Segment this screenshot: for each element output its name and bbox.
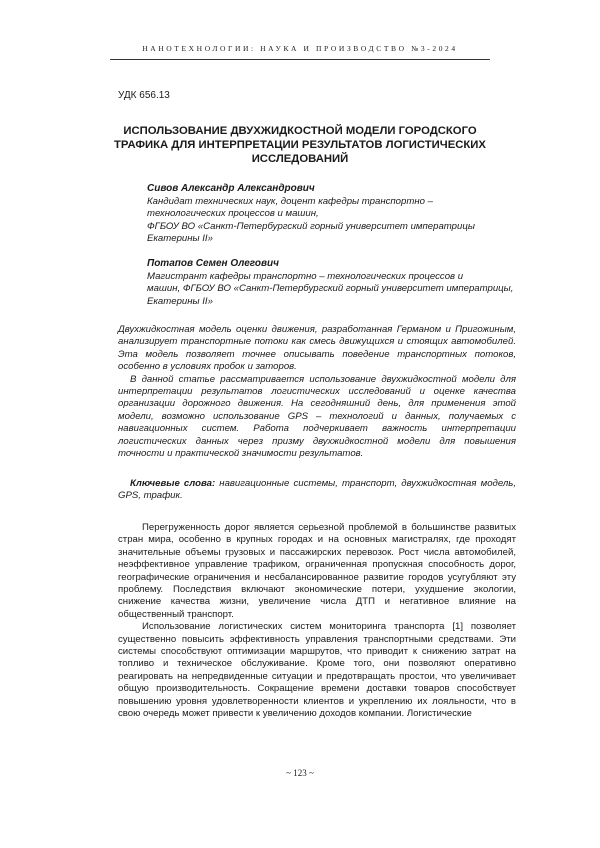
body-paragraph: Использование логистических систем мониторинга транспорта [1] позволяет существенно повысить эффективность управления транспортными средствами. Эти системы способствуют оптимизации маршрутов, что приводит к снижению затрат на топливо и техническое обслуживание. Кроме того, они позволяют оперативно реагировать на непредвиденные ситуации и предотвращать простои, что увеличивает общую производительность. Сокращение времени доставки товаров способствует повышению уровня удовлетворенности клиентов и укреплению их лояльности, что в свою очередь может привести к увеличению доходов компании. Логистические [118,621,516,720]
affiliation-line: Магистрант кафедры транспортно – технологических процессов и [147,271,464,282]
article-body [118,522,516,721]
author-affiliation-1 [147,196,477,246]
journal-running-header: НАНОТЕХНОЛОГИИ: НАУКА И ПРОИЗВОДСТВО №3-2024 [142,44,458,53]
affiliation-line: ФГБОУ ВО «Санкт-Петербургский горный университет императрицы [147,220,475,232]
keywords [118,478,516,503]
affiliation-line: Кандидат технических наук, доцент кафедры транспортно – [147,196,433,207]
page-number: ~ 123 ~ [286,768,314,778]
affiliation-line: Екатерины II» [147,295,213,307]
keywords-text: навигационные системы, транспорт, двухжидкостная модель, GPS, трафик. [118,478,516,502]
keywords-label: Ключевые слова: [130,478,216,489]
abstract-paragraph: Двухжидкостная модель оценки движения, разработанная Германом и Пригожиным, анализирует транспортные потоки как смесь движущихся и стоящих автомобилей. Эта модель позволяет точнее описывать поведение транспортных потоков, особенно в условиях пробок и заторов. [118,324,516,373]
affiliation-line: Екатерины II» [147,233,213,245]
header-rule [110,59,490,60]
affiliation-line: машин, ФГБОУ ВО «Санкт-Петербургский горный университет императрицы, [147,283,514,295]
author-name-1: Сивов Александр Александрович [147,183,315,194]
affiliation-line: технологических процессов и машин, [147,208,319,220]
author-name-2: Потапов Семен Олегович [147,258,279,269]
abstract-paragraph: В данной статье рассматривается использование двухжидкостной модели для интерпретации результатов логистических исследований и оценке качества организации дорожного движения. На сегодняшний день, для применения этой модели, возможно использование GPS – технологий и данных, получаемых с навигационных систем. Работа подчеркивает важность интерпретации логистических данных через призму двухжидкостной модели для повышения точности и практической значимости результатов. [118,373,516,460]
udk-code: УДК 656.13 [118,90,170,101]
article-title: ИСПОЛЬЗОВАНИЕ ДВУХЖИДКОСТНОЙ МОДЕЛИ ГОРОДСКОГО ТРАФИКА ДЛЯ ИНТЕРПРЕТАЦИИ РЕЗУЛЬТАТОВ ЛОГИСТИЧЕСКИХ ИССЛЕДОВАНИЙ [114,125,486,165]
author-affiliation-2 [147,271,514,308]
body-paragraph: Перегруженность дорог является серьезной проблемой в большинстве развитых стран мира, особенно в крупных городах и на основных магистралях, где проходят значительные объемы грузовых и пассажирских перевозок. Рост числа автомобилей, неэффективное управление трафиком, ограниченная пропускная способность дорог, географические ограничения и несбалансированное развитие городов усугубляют эту проблему. Последствия включают экономические потери, ухудшение экологии, снижение качества жизни, увеличение числа ДТП и негативное влияние на общественный транспорт. [118,522,516,620]
abstract [118,324,516,460]
